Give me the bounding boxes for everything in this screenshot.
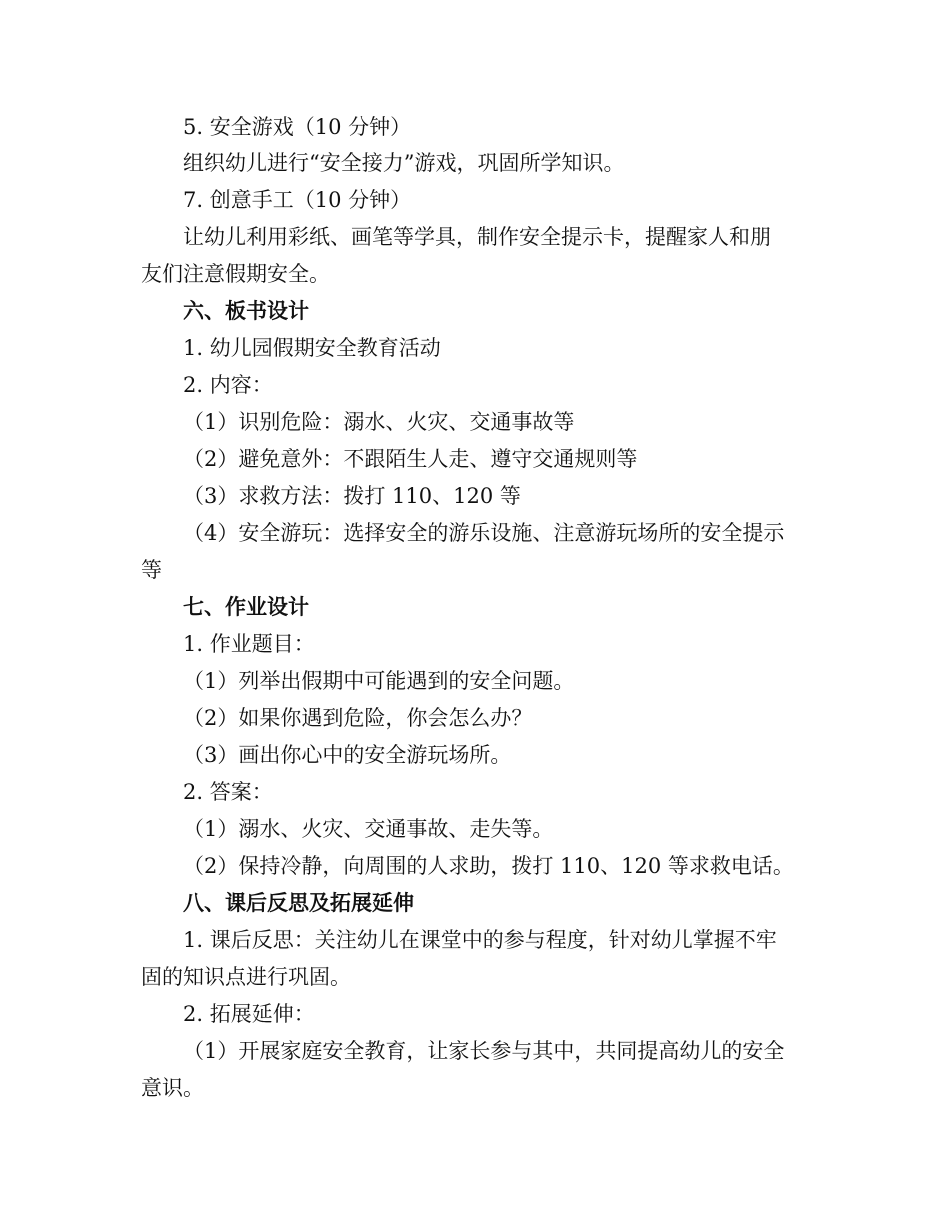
paragraph-craft-line-2: 友们注意假期安全。 (141, 262, 330, 286)
homework-item-2: 2. 答案： (183, 780, 273, 804)
reflection-item-2: 2. 拓展延伸： (183, 1002, 315, 1026)
board-item-2: 2. 内容： (183, 373, 273, 397)
section-heading-board-design: 六、板书设计 (183, 299, 309, 323)
board-subitem-4-line-1: （4）安全游玩：选择安全的游乐设施、注意游玩场所的安全提示 (183, 521, 785, 545)
homework-question-3: （3）画出你心中的安全游玩场所。 (183, 743, 512, 767)
board-subitem-1: （1）识别危险：溺水、火灾、交通事故等 (183, 410, 575, 434)
homework-item-1: 1. 作业题目： (183, 632, 315, 656)
paragraph-relay-game: 组织幼儿进行“安全接力”游戏，巩固所学知识。 (183, 151, 625, 175)
homework-question-1: （1）列举出假期中可能遇到的安全问题。 (183, 669, 575, 693)
board-subitem-3: （3）求救方法：拨打 110、120 等 (183, 484, 521, 508)
extension-subitem-1-line-1: （1）开展家庭安全教育，让家长参与其中，共同提高幼儿的安全 (183, 1039, 785, 1063)
homework-answer-1: （1）溺水、火灾、交通事故、走失等。 (183, 817, 554, 841)
board-subitem-2: （2）避免意外：不跟陌生人走、遵守交通规则等 (183, 447, 638, 471)
reflection-item-1-line-1: 1. 课后反思：关注幼儿在课堂中的参与程度，针对幼儿掌握不牢 (183, 928, 777, 952)
board-item-1: 1. 幼儿园假期安全教育活动 (183, 336, 441, 360)
extension-subitem-1-line-2: 意识。 (141, 1076, 204, 1100)
item-creative-craft: 7. 创意手工（10 分钟） (183, 188, 412, 212)
homework-question-2: （2）如果你遇到危险，你会怎么办？ (183, 706, 533, 730)
board-subitem-4-line-2: 等 (141, 558, 162, 582)
item-safety-game: 5. 安全游戏（10 分钟） (183, 115, 412, 139)
paragraph-craft-line-1: 让幼儿利用彩纸、画笔等学具，制作安全提示卡，提醒家人和朋 (183, 225, 771, 249)
section-heading-homework: 七、作业设计 (183, 595, 309, 619)
reflection-item-1-line-2: 固的知识点进行巩固。 (141, 965, 351, 989)
section-heading-reflection: 八、课后反思及拓展延伸 (183, 891, 414, 915)
homework-answer-2: （2）保持冷静，向周围的人求助，拨打 110、120 等求救电话。 (183, 854, 794, 878)
